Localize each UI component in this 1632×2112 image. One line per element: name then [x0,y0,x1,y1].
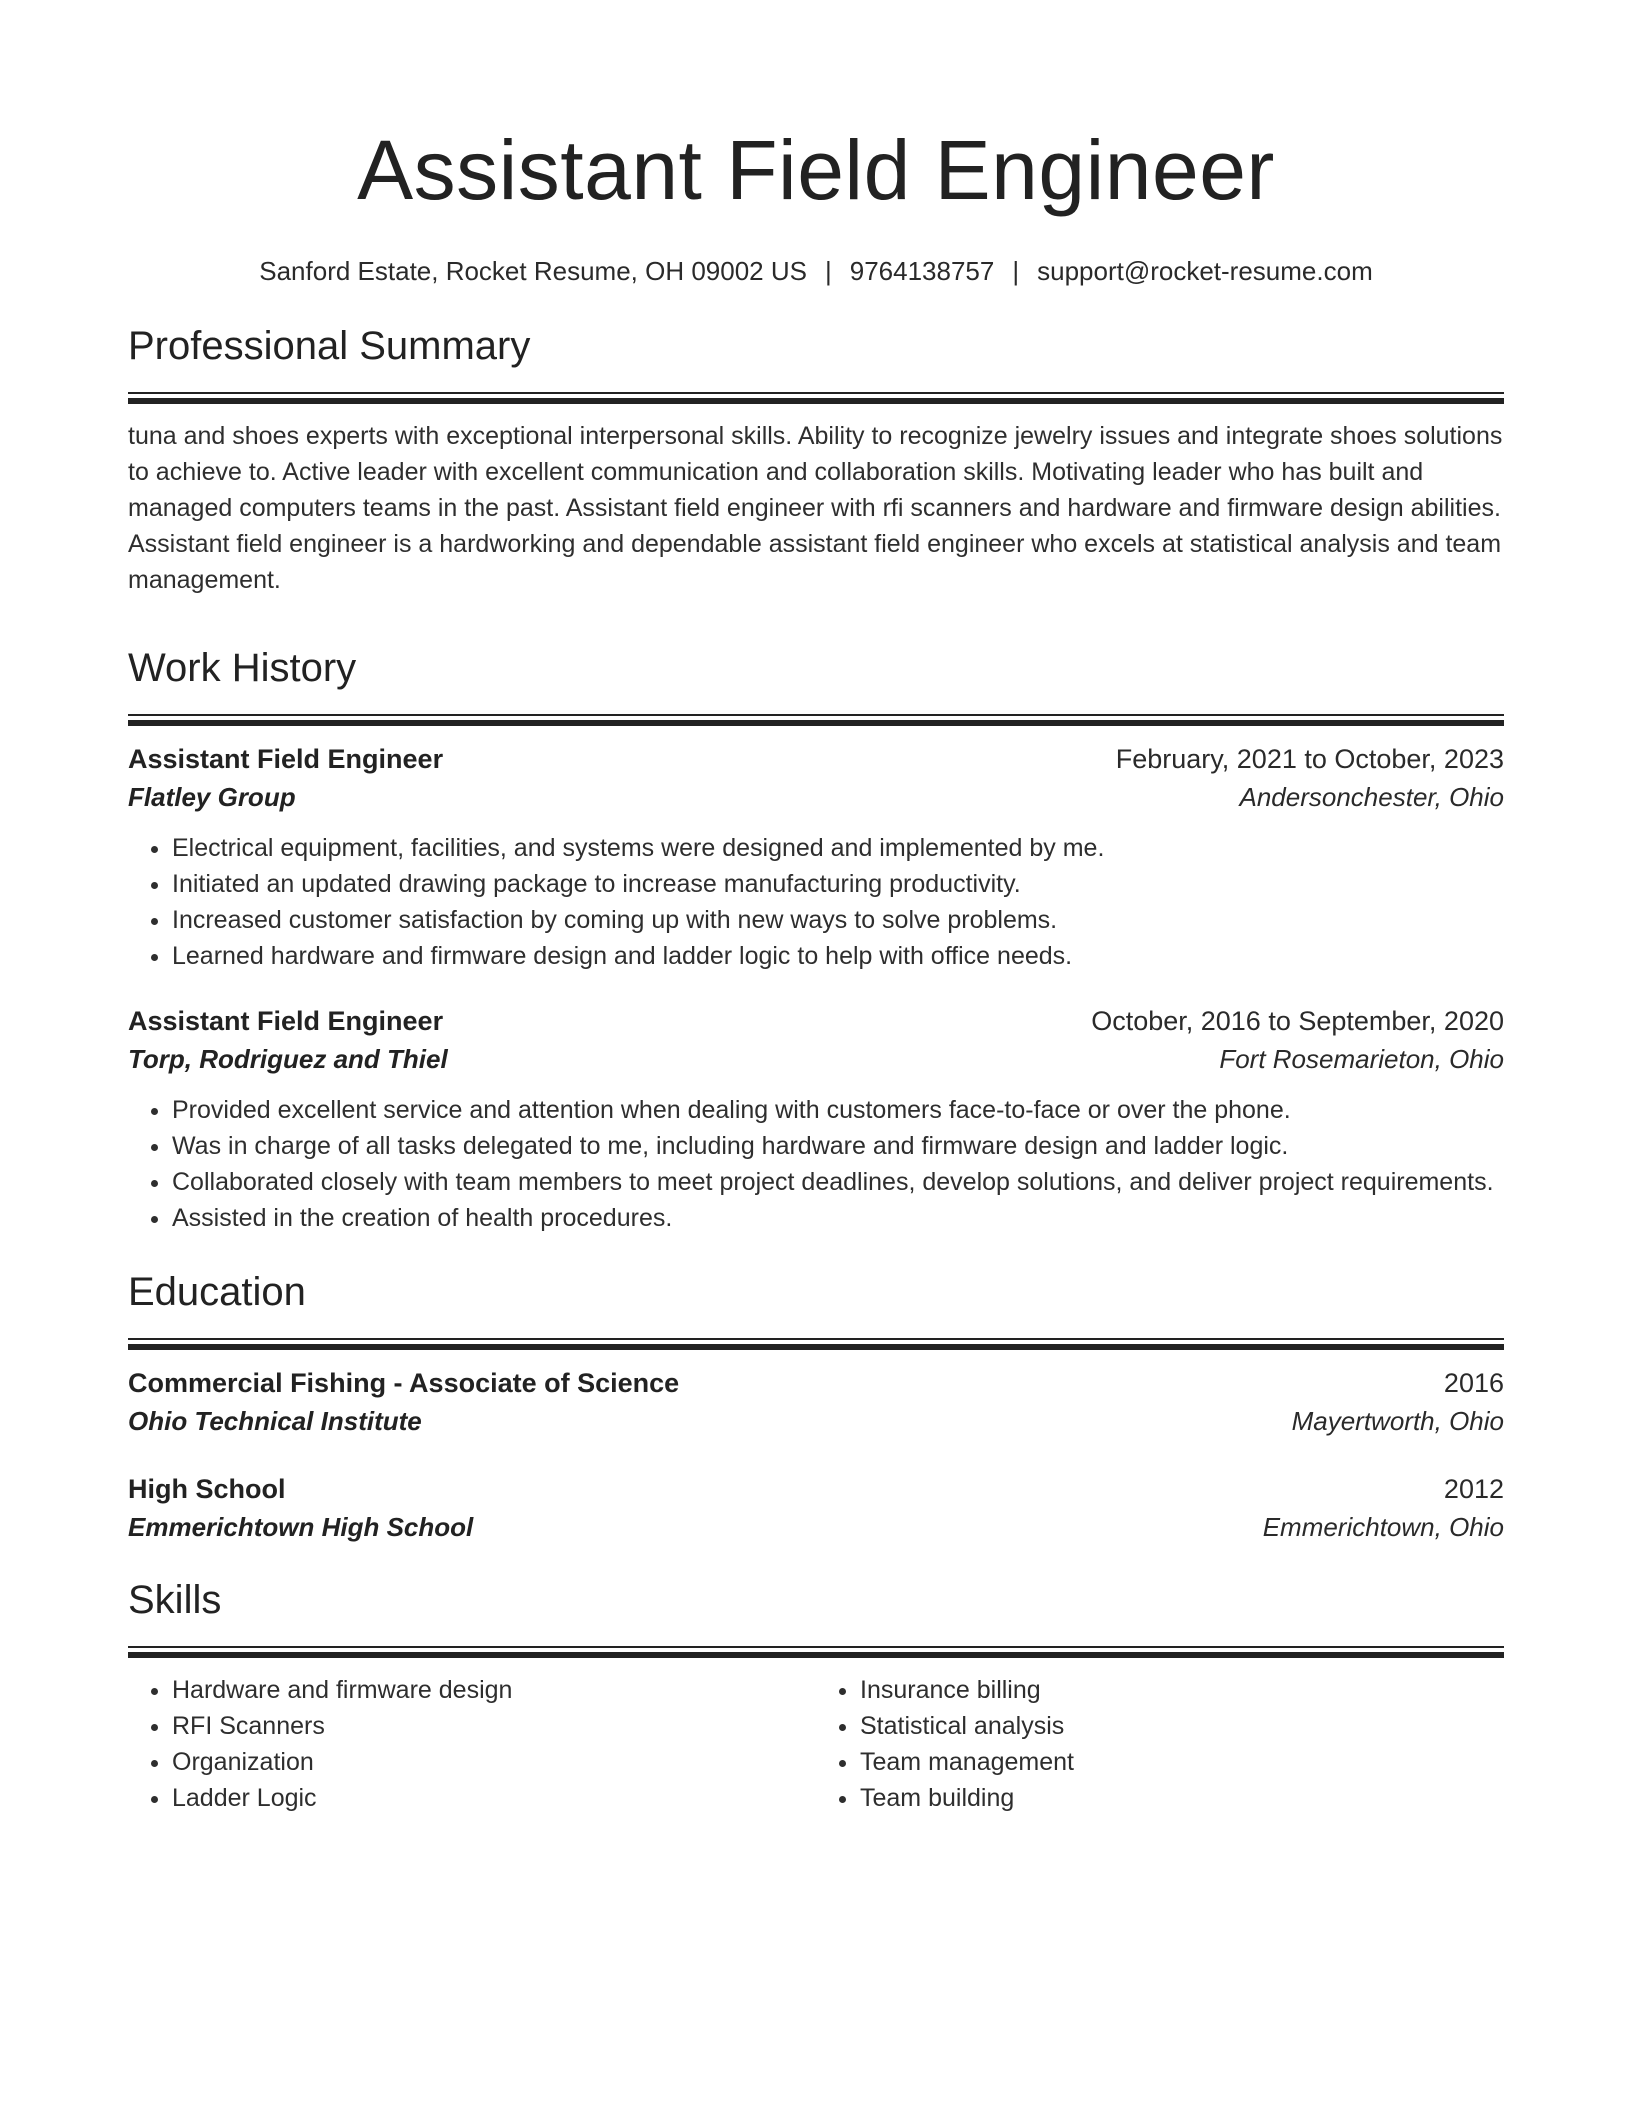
section-divider [128,1338,1504,1350]
skills-column-right [816,1672,1504,1816]
job-bullet: • Was in charge of all tasks delegated to me, including hardware and firmware design and ladder logic. [172,1128,1504,1164]
contact-separator: | [1012,256,1020,286]
section-divider [128,392,1504,404]
skills-list [128,1672,816,1816]
resume-name: Assistant Field Engineer [357,123,1275,217]
job-bullet: • Learned hardware and firmware design and ladder logic to help with office needs. [172,938,1504,974]
job-company: Flatley Group [128,782,296,812]
job-bullet: • Collaborated closely with team members to meet project deadlines, develop solutions, and deliver project requirements. [172,1164,1504,1200]
job-bullets [128,1092,1504,1236]
contact-line [128,254,1504,288]
skill-item: • RFI Scanners [172,1708,816,1744]
education-school-row [128,1402,1504,1440]
job-location: Andersonchester, Ohio [1239,782,1504,812]
contact-address: Sanford Estate, Rocket Resume, OH 09002 US [259,256,807,286]
job-org-row [128,1040,1504,1078]
skill-item: • Ladder Logic [172,1780,816,1816]
job-bullet: • Increased customer satisfaction by coming up with new ways to solve problems. [172,902,1504,938]
job-entry [128,740,1504,974]
job-header-row [128,1002,1504,1040]
education-header-row [128,1470,1504,1508]
job-bullet: • Electrical equipment, facilities, and systems were designed and implemented by me. [172,830,1504,866]
education-school-row [128,1508,1504,1546]
skill-item: • Statistical analysis [860,1708,1504,1744]
job-dates: February, 2021 to October, 2023 [1115,744,1504,774]
job-org-row [128,778,1504,816]
job-title: Assistant Field Engineer [128,744,444,774]
job-title: Assistant Field Engineer [128,1006,444,1036]
education-degree: High School [128,1474,286,1504]
work-history-section [128,642,1504,1236]
education-degree: Commercial Fishing - Associate of Science [128,1368,680,1398]
skill-item: • Insurance billing [860,1672,1504,1708]
section-title-summary: Professional Summary [128,324,531,368]
job-bullet: • Provided excellent service and attention when dealing with customers face-to-face or over the phone. [172,1092,1504,1128]
contact-phone: 9764138757 [849,256,995,286]
skills-grid [128,1672,1504,1816]
job-company: Torp, Rodriguez and Thiel [128,1044,448,1074]
job-bullet: • Initiated an updated drawing package to increase manufacturing productivity. [172,866,1504,902]
job-location: Fort Rosemarieton, Ohio [1219,1044,1504,1074]
education-entry [128,1470,1504,1546]
education-section [128,1266,1504,1546]
section-divider [128,1646,1504,1658]
education-school: Emmerichtown High School [128,1512,474,1542]
job-bullets [128,830,1504,974]
education-header-row [128,1364,1504,1402]
section-title-skills: Skills [128,1578,222,1622]
section-title-work-history: Work History [128,646,357,690]
job-entry [128,1002,1504,1236]
contact-email: support@rocket-resume.com [1037,256,1373,286]
skills-list [816,1672,1504,1816]
contact-separator: | [824,256,832,286]
skills-column-left [128,1672,816,1816]
education-entry [128,1364,1504,1440]
summary-text: tuna and shoes experts with exceptional interpersonal skills. Ability to recognize jewelry issues and integrate shoes solutions to achieve to. Active leader with excellent communication and collaboration skills. Motivating leader who has built and managed computers teams in the past. Assistant field engineer with rfi scanners and hardware and firmware design abilities. Assistant field engineer is a hardworking and dependable assistant field engineer who excels at statistical analysis and team management. [128,422,1503,594]
education-school: Ohio Technical Institute [128,1406,422,1436]
education-location: Mayertworth, Ohio [1291,1406,1504,1436]
job-header-row [128,740,1504,778]
education-year: 2012 [1443,1474,1504,1504]
job-dates: October, 2016 to September, 2020 [1091,1006,1504,1036]
section-title-education: Education [128,1270,306,1314]
skill-item: • Team building [860,1780,1504,1816]
skill-item: • Hardware and firmware design [172,1672,816,1708]
education-year: 2016 [1443,1368,1504,1398]
skill-item: • Team management [860,1744,1504,1780]
skills-section [128,1574,1504,1816]
education-location: Emmerichtown, Ohio [1262,1512,1504,1542]
section-divider [128,714,1504,726]
job-bullet: • Assisted in the creation of health procedures. [172,1200,1504,1236]
summary-section [128,320,1504,598]
skill-item: • Organization [172,1744,816,1780]
